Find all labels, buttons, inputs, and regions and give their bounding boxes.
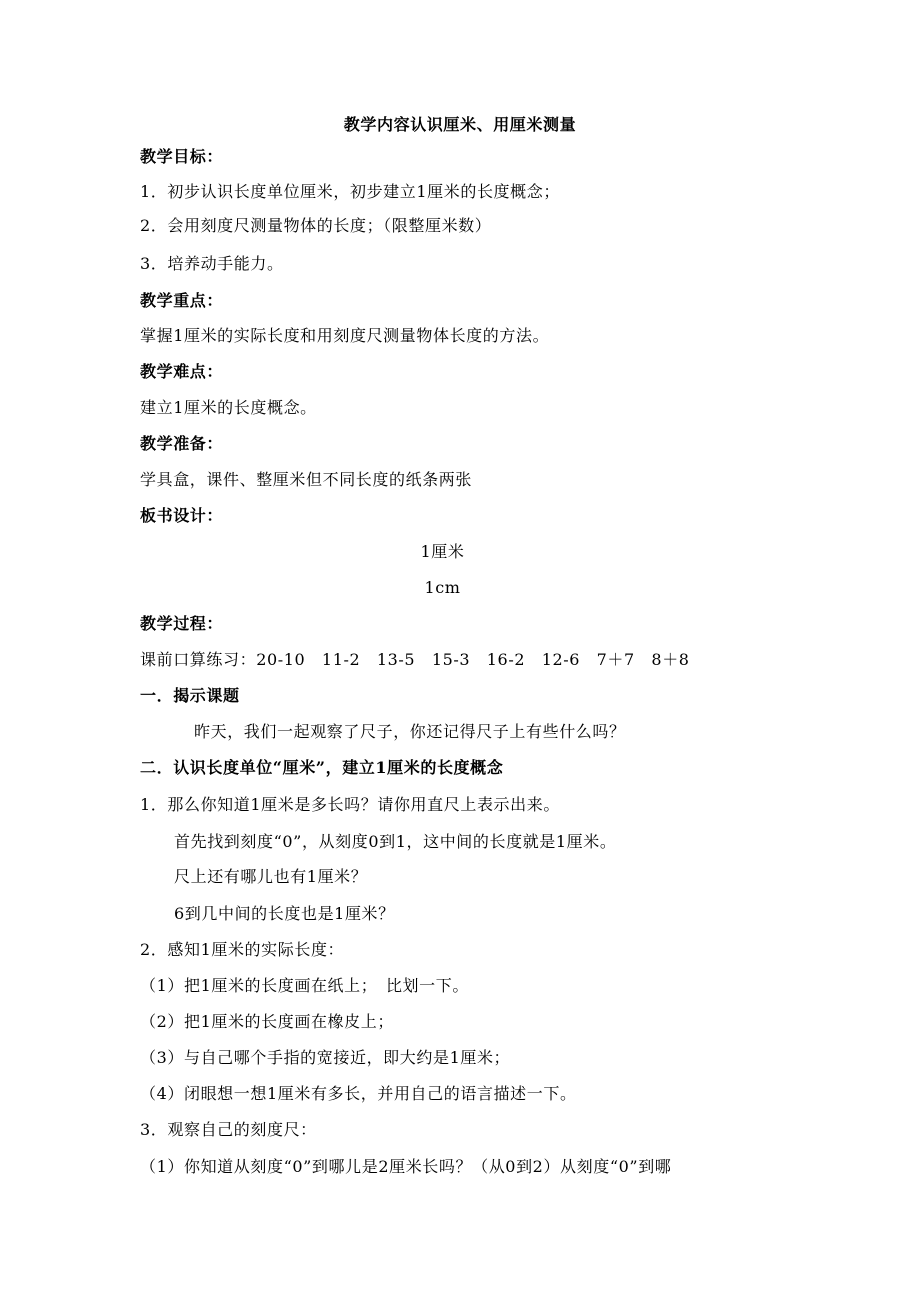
heading-preparation: 教学准备： (140, 434, 224, 453)
heading-board-design: 板书设计： (140, 506, 224, 525)
difficulties-text: 建立1厘米的长度概念。 (140, 398, 317, 417)
step-2-text: 2．感知1厘米的实际长度： (140, 940, 345, 959)
board-design-line-1: 1厘米 (420, 542, 465, 561)
heading-teaching-goals: 教学目标： (140, 147, 224, 166)
preparation-text: 学具盒，课件、整厘米但不同长度的纸条两张 (140, 470, 473, 489)
step-3-text: 3．观察自己的刻度尺： (140, 1120, 317, 1139)
step-1-detail-3: 6到几中间的长度也是1厘米？ (174, 904, 395, 923)
goal-item-3: 3．培养动手能力。 (140, 254, 284, 273)
heading-teaching-process: 教学过程： (140, 614, 224, 633)
mental-arithmetic-line: 课前口算练习：20-10 11-2 13-5 15-3 16-2 12-6 7＋7 8＋8 (140, 650, 690, 669)
document-title: 教学内容认识厘米、用厘米测量 (343, 115, 577, 134)
step-2-item-3: （3）与自己哪个手指的宽接近，即大约是1厘米； (140, 1048, 511, 1067)
step-1-detail-1: 首先找到刻度“0”，从刻度0到1，这中间的长度就是1厘米。 (174, 832, 617, 851)
section-2-heading: 二．认识长度单位“厘米”，建立1厘米的长度概念 (140, 758, 504, 777)
section-1-text: 昨天，我们一起观察了尺子，你还记得尺子上有些什么吗？ (194, 722, 626, 741)
section-1-heading: 一．揭示课题 (140, 686, 240, 705)
step-1-detail-2: 尺上还有哪儿也有1厘米？ (174, 867, 368, 886)
goal-item-1: 1．初步认识长度单位厘米，初步建立1厘米的长度概念； (140, 182, 560, 201)
heading-key-points: 教学重点： (140, 291, 224, 310)
step-1-text: 1．那么你知道1厘米是多长吗？请你用直尺上表示出来。 (140, 795, 560, 814)
key-points-text: 掌握1厘米的实际长度和用刻度尺测量物体长度的方法。 (140, 326, 550, 345)
step-3-item-1: （1）你知道从刻度“0”到哪儿是2厘米长吗？（从0到2）从刻度“0”到哪 (140, 1157, 672, 1176)
board-design-line-2: 1cm (424, 578, 461, 597)
step-2-item-1: （1）把1厘米的长度画在纸上； 比划一下。 (140, 976, 469, 995)
goal-item-2: 2．会用刻度尺测量物体的长度；（限整厘米数） (140, 216, 492, 235)
heading-difficulties: 教学难点： (140, 362, 224, 381)
step-2-item-2: （2）把1厘米的长度画在橡皮上； (140, 1012, 394, 1031)
step-2-item-4: （4）闭眼想一想1厘米有多长，并用自己的语言描述一下。 (140, 1084, 577, 1103)
